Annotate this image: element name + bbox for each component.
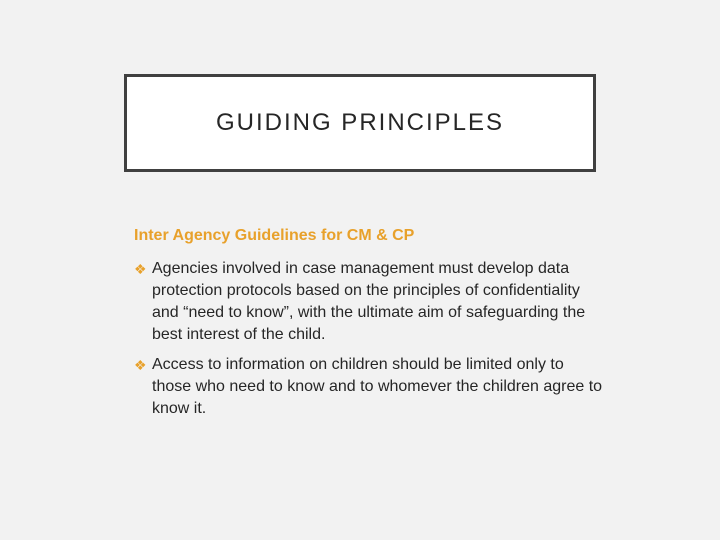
- slide-title: GUIDING PRINCIPLES: [215, 109, 505, 136]
- bullet-text: Agencies involved in case management must develop data protection protocols based on the principles of confidentiality and “need to know”, with the ultimate aim of safeguarding the best interest of the child.: [152, 260, 586, 343]
- bullet-text: Access to information on children should be limited only to those who need to know and to whomever the children agree to know it.: [152, 356, 603, 417]
- slide-subtitle: Inter Agency Guidelines for CM & CP: [134, 227, 415, 244]
- diamond-bullet-icon: ❖: [134, 357, 147, 373]
- bullet-list: [134, 258, 604, 428]
- diamond-bullet-icon: ❖: [134, 261, 147, 277]
- list-item: [134, 354, 604, 420]
- title-box: [124, 74, 596, 172]
- list-item: [134, 258, 604, 346]
